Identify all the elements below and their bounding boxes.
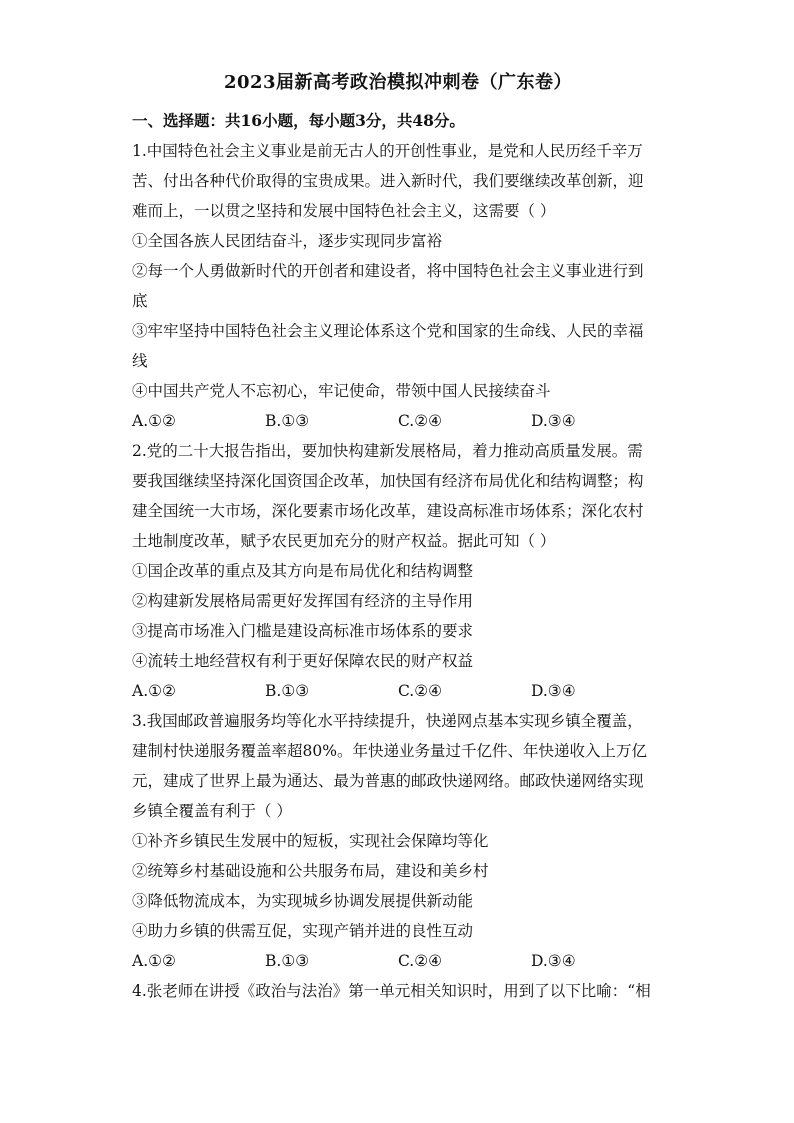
choice-c: C.②④ [398,682,443,700]
choice-c: C.②④ [398,412,443,430]
statement-line: ②每一个人勇做新时代的开创者和建设者，将中国特色社会主义事业进行到 [132,262,644,280]
statement-line: ③提高市场准入门槛是建设高标准市场体系的要求 [132,622,474,640]
statement-line: ①全国各族人民团结奋斗，逐步实现同步富裕 [132,232,443,250]
choice-a: A.①② [132,952,176,970]
statement-line: 底 [132,292,148,310]
question-stem-line: 2.党的二十大报告指出，要加快构建新发展格局，着力推动高质量发展。需 [132,442,643,460]
question-stem-line: 土地制度改革，赋予农民更加充分的财产权益。据此可知（ ） [132,532,556,550]
question-stem-line: 建制村快递服务覆盖率超80%。年快递业务量过千亿件、年快递收入上万亿 [132,742,647,760]
answer-choices [132,406,664,436]
question-3 [132,706,664,976]
statement-line: ③牢牢坚持中国特色社会主义理论体系这个党和国家的生命线、人民的幸福 [132,322,644,340]
question-stem-line: 1.中国特色社会主义事业是前无古人的开创性事业，是党和人民历经千辛万 [132,142,643,160]
question-4 [132,976,664,1006]
statement-line: ②构建新发展格局需更好发挥国有经济的主导作用 [132,592,474,610]
question-stem-line: 建全国统一大市场，深化要素市场化改革，建设高标准市场体系；深化农村 [132,502,644,520]
exam-title: 2023届新高考政治模拟冲刺卷（广东卷） [223,72,573,93]
choice-b: B.①③ [265,412,310,430]
statement-line: ①国企改革的重点及其方向是布局优化和结构调整 [132,562,474,580]
choice-b: B.①③ [265,952,310,970]
question-stem-line: 乡镇全覆盖有利于（ ） [132,802,292,820]
question-stem-line: 3.我国邮政普遍服务均等化水平持续提升，快递网点基本实现乡镇全覆盖， [132,712,643,730]
statement-line: ④中国共产党人不忘初心，牢记使命，带领中国人民接续奋斗 [132,382,551,400]
choice-d: D.③④ [531,682,576,700]
statement-line: ③降低物流成本，为实现城乡协调发展提供新动能 [132,892,474,910]
question-2 [132,436,664,706]
statement-line: ②统筹乡村基础设施和公共服务布局，建设和美乡村 [132,862,489,880]
choice-d: D.③④ [531,412,576,430]
statement-line: ①补齐乡镇民生发展中的短板，实现社会保障均等化 [132,832,489,850]
statement-line: 线 [132,352,148,370]
choice-a: A.①② [132,412,176,430]
question-stem-line: 元，建成了世界上最为通达、最为普惠的邮政快递网络。邮政快递网络实现 [132,772,644,790]
choice-a: A.①② [132,682,176,700]
answer-choices [132,676,664,706]
question-1 [132,136,664,436]
choice-d: D.③④ [531,952,576,970]
choice-c: C.②④ [398,952,443,970]
answer-choices [132,946,664,976]
question-stem-line: 4.张老师在讲授《政治与法治》第一单元相关知识时，用到了以下比喻：“相 [132,982,651,1000]
section-heading: 一、选择题：共16小题，每小题3分，共48分。 [132,111,465,130]
statement-line: ④助力乡镇的供需互促，实现产销并进的良性互动 [132,922,474,940]
choice-b: B.①③ [265,682,310,700]
statement-line: ④流转土地经营权有利于更好保障农民的财产权益 [132,652,474,670]
question-stem-line: 难而上，一以贯之坚持和发展中国特色社会主义，这需要（ ） [132,202,556,220]
question-stem-line: 要我国继续坚持深化国资国企改革，加快国有经济布局优化和结构调整；构 [132,472,644,490]
question-stem-line: 苦、付出各种代价取得的宝贵成果。进入新时代，我们要继续改革创新，迎 [132,172,644,190]
